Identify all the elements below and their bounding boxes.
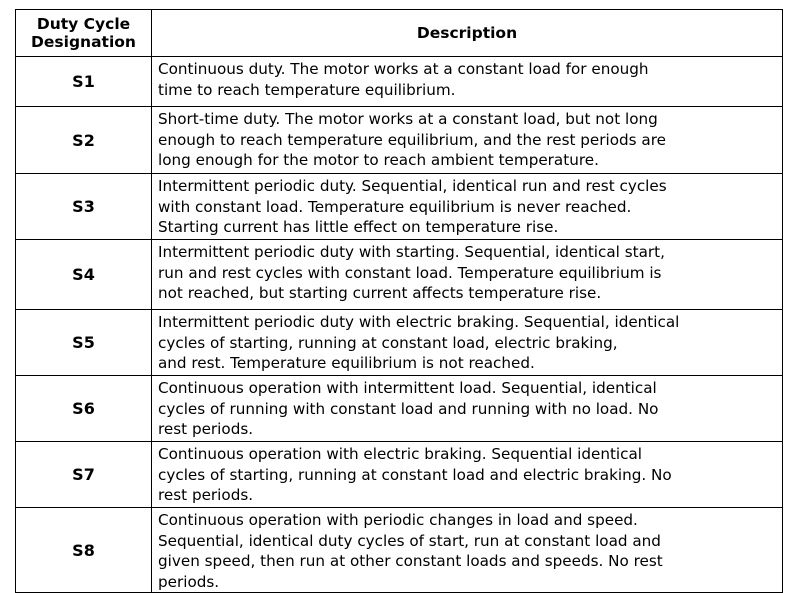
designation-cell: S7: [16, 442, 152, 508]
description-line: Intermittent periodic duty with electric braking. Sequential, identical: [158, 313, 680, 331]
description-line: Continuous operation with intermittent load. Sequential, identical: [158, 379, 657, 397]
description-line: Continuous duty. The motor works at a constant load for enough: [158, 60, 649, 78]
description-cell: [152, 442, 783, 508]
description-cell: [152, 107, 783, 174]
table-row: [16, 376, 783, 442]
description-cell: [152, 240, 783, 310]
description-line: cycles of running with constant load and running with no load. No: [158, 399, 659, 418]
description-line: Intermittent periodic duty with starting. Sequential, identical start,: [158, 243, 665, 261]
description-cell: [152, 508, 783, 593]
description-line: not reached, but starting current affects temperature rise.: [158, 284, 602, 302]
description-line: periods.: [158, 572, 220, 591]
description-line: and rest. Temperature equilibrium is not reached.: [158, 354, 535, 372]
designation-cell: S1: [16, 57, 152, 107]
table-row: [16, 240, 783, 310]
description-line: Continuous operation with electric braking. Sequential identical: [158, 445, 643, 463]
description-line: given speed, then run at other constant loads and speeds. No rest: [158, 552, 663, 570]
description-line: cycles of starting, running at constant load, electric braking,: [158, 333, 618, 352]
table-row: [16, 508, 783, 593]
header-designation: [16, 10, 152, 57]
duty-cycle-table: [15, 9, 783, 593]
table-row: [16, 442, 783, 508]
description-cell: [152, 57, 783, 107]
description-line: Intermittent periodic duty. Sequential, identical run and rest cycles: [158, 177, 667, 195]
designation-cell: S8: [16, 508, 152, 593]
description-line: enough to reach temperature equilibrium, and the rest periods are: [158, 130, 666, 149]
description-line: with constant load. Temperature equilibrium is never reached.: [158, 197, 632, 216]
description-cell: [152, 310, 783, 376]
description-line: Starting current has little effect on temperature rise.: [158, 218, 559, 236]
description-line: rest periods.: [158, 486, 254, 504]
description-line: Sequential, identical duty cycles of start, run at constant load and: [158, 531, 661, 550]
designation-cell: S3: [16, 174, 152, 240]
description-line: Short-time duty. The motor works at a constant load, but not long: [158, 110, 658, 128]
header-designation-line1: Duty Cycle: [36, 15, 131, 33]
designation-cell: S6: [16, 376, 152, 442]
description-line: time to reach temperature equilibrium.: [158, 80, 456, 99]
description-cell: [152, 174, 783, 240]
header-designation-line2: Designation: [31, 33, 136, 51]
table-row: [16, 310, 783, 376]
description-line: Continuous operation with periodic changes in load and speed.: [158, 511, 638, 529]
designation-cell: S5: [16, 310, 152, 376]
description-cell: [152, 376, 783, 442]
description-line: cycles of starting, running at constant load and electric braking. No: [158, 465, 672, 484]
header-description: Description: [152, 10, 783, 57]
table-row: [16, 174, 783, 240]
designation-cell: S2: [16, 107, 152, 174]
description-line: run and rest cycles with constant load. Temperature equilibrium is: [158, 263, 662, 282]
table-row: [16, 57, 783, 107]
description-line: long enough for the motor to reach ambient temperature.: [158, 151, 599, 169]
table-row: [16, 107, 783, 174]
table-header-row: [16, 10, 783, 57]
description-line: rest periods.: [158, 420, 254, 438]
designation-cell: S4: [16, 240, 152, 310]
